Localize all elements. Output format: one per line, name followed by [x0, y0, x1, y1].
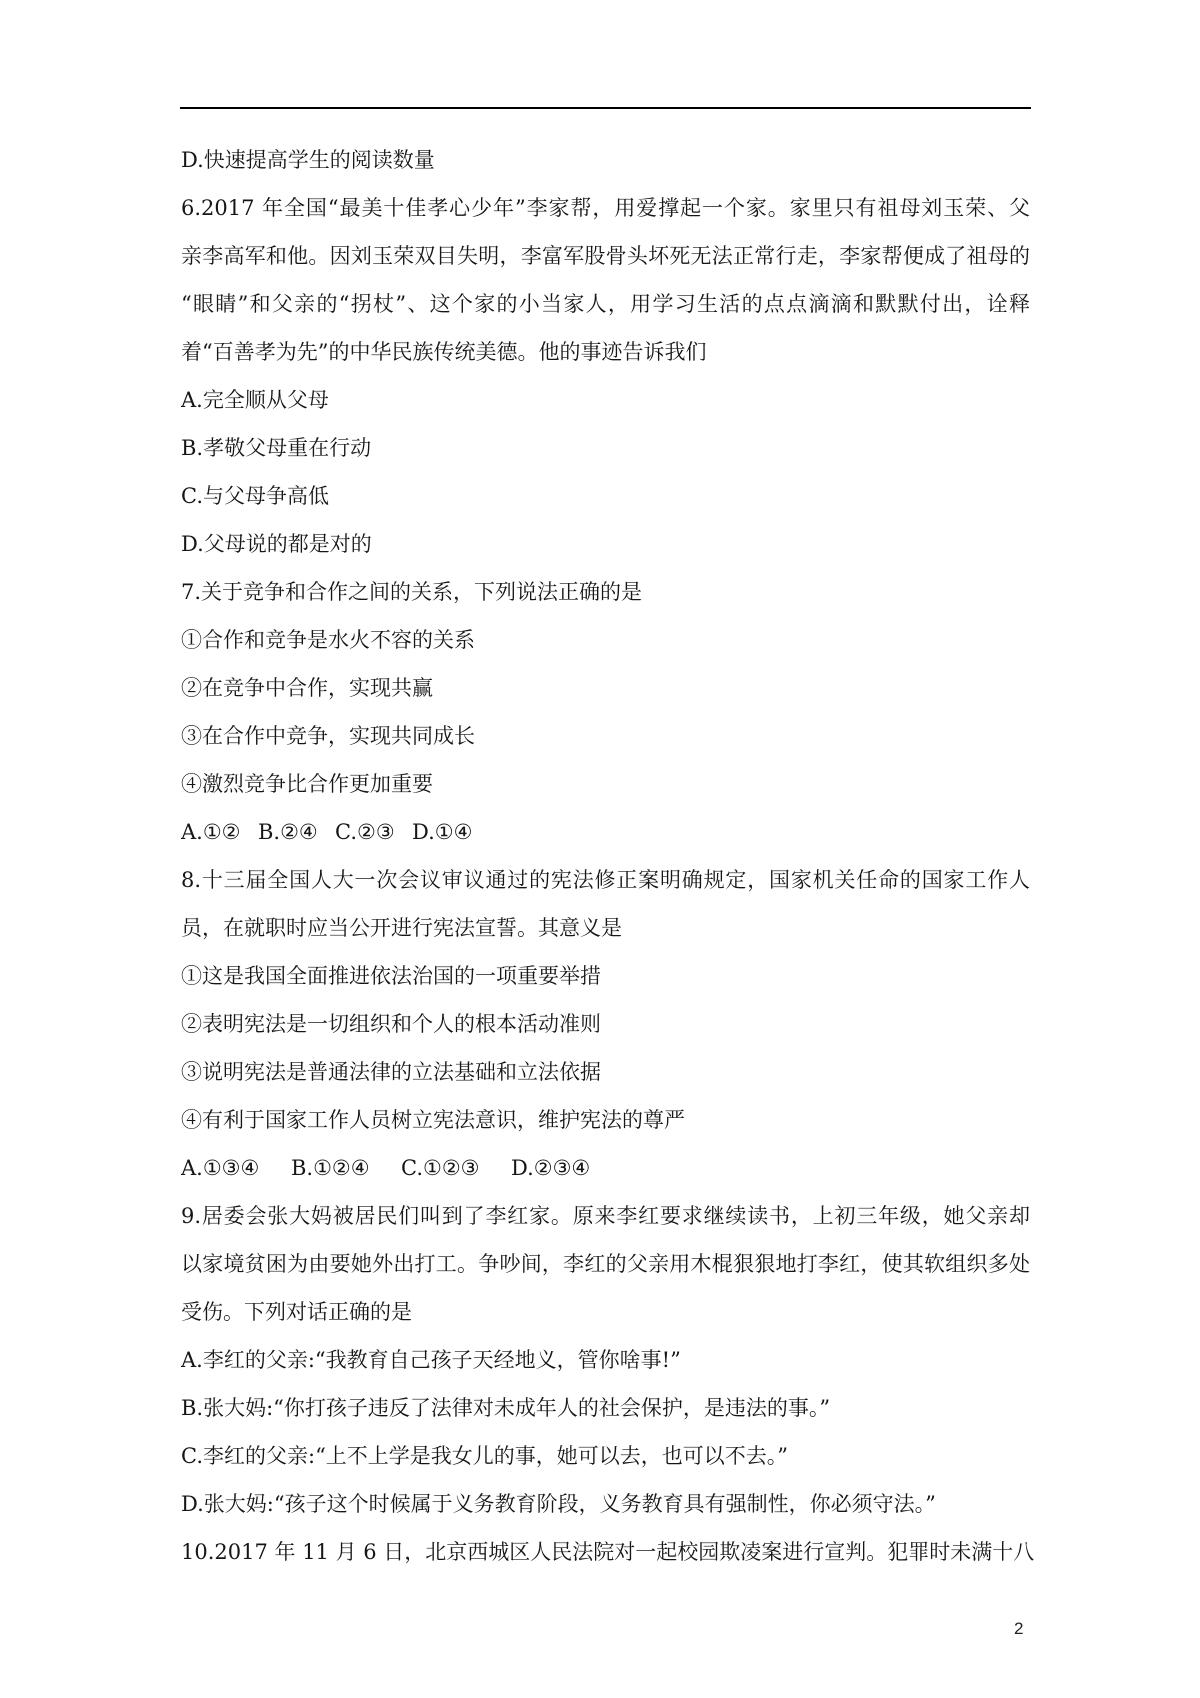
q9-option-b: B.张大妈:“你打孩子违反了法律对未成年人的社会保护，是违法的事。” [181, 1396, 831, 1420]
q9-option-a: A.李红的父亲:“我教育自己孩子天经地义，管你啥事!” [181, 1348, 681, 1372]
q8-choice-c: C.①②③ [401, 1156, 480, 1180]
q6-stem-line-4: 着“百善孝为先”的中华民族传统美德。他的事迹告诉我们 [181, 340, 707, 364]
q6-option-d: D.父母说的都是对的 [181, 532, 372, 556]
q7-choice-c: C.②③ [335, 820, 395, 844]
header-rule [180, 107, 1031, 109]
q7-statement-4: ④激烈竞争比合作更加重要 [181, 772, 433, 796]
q7-choice-b: B.②④ [258, 820, 318, 844]
q7-stem: 7.关于竞争和合作之间的关系，下列说法正确的是 [181, 580, 643, 604]
q9-stem-line-3: 受伤。下列对话正确的是 [181, 1300, 412, 1324]
q6-stem-line-1: 6.2017 年全国“最美十佳孝心少年”李家帮，用爱撑起一个家。家里只有祖母刘玉荣、父 [181, 196, 1030, 220]
q8-statement-4: ④有利于国家工作人员树立宪法意识，维护宪法的尊严 [181, 1108, 685, 1132]
q8-stem-line-1: 8.十三届全国人大一次会议审议通过的宪法修正案明确规定，国家机关任命的国家工作人 [181, 868, 1030, 892]
q7-choice-a: A.①② [181, 820, 241, 844]
q9-stem-line-2: 以家境贫困为由要她外出打工。争吵间，李红的父亲用木棍狠狠地打李红，使其软组织多处 [181, 1252, 1030, 1276]
q8-choice-d: D.②③④ [511, 1156, 591, 1180]
q9-option-c: C.李红的父亲:“上不上学是我女儿的事，她可以去，也可以不去。” [181, 1444, 789, 1468]
q8-choice-b: B.①②④ [291, 1156, 370, 1180]
q6-option-c: C.与父母争高低 [181, 484, 329, 508]
q5-option-d: D.快速提高学生的阅读数量 [181, 148, 435, 172]
q8-statement-1: ①这是我国全面推进依法治国的一项重要举措 [181, 964, 601, 988]
page-content [181, 136, 1035, 1576]
q7-statement-1: ①合作和竞争是水火不容的关系 [181, 628, 475, 652]
q7-statement-3: ③在合作中竞争，实现共同成长 [181, 724, 475, 748]
q8-statement-2: ②表明宪法是一切组织和个人的根本活动准则 [181, 1012, 601, 1036]
q6-stem-line-3: “眼睛”和父亲的“拐杖”、这个家的小当家人，用学习生活的点点滴滴和默默付出，诠释 [181, 292, 1030, 316]
q7-choice-d: D.①④ [412, 820, 473, 844]
q6-stem-line-2: 亲李高军和他。因刘玉荣双目失明，李富军股骨头坏死无法正常行走，李家帮便成了祖母的 [181, 244, 1030, 268]
page-number: 2 [1014, 1619, 1024, 1638]
q7-statement-2: ②在竞争中合作，实现共赢 [181, 676, 433, 700]
q10-stem-line-1: 10.2017 年 11 月 6 日，北京西城区人民法院对一起校园欺凌案进行宣判。犯罪时未满十八 [181, 1540, 1035, 1564]
q8-choice-a: A.①③④ [181, 1156, 260, 1180]
q8-statement-3: ③说明宪法是普通法律的立法基础和立法依据 [181, 1060, 601, 1084]
q9-stem-line-1: 9.居委会张大妈被居民们叫到了李红家。原来李红要求继续读书，上初三年级，她父亲却 [181, 1204, 1030, 1228]
q6-option-b: B.孝敬父母重在行动 [181, 436, 372, 460]
q8-choices [181, 1144, 1030, 1192]
q8-stem-line-2: 员，在就职时应当公开进行宪法宣誓。其意义是 [181, 916, 622, 940]
q7-choices [181, 808, 1030, 856]
q6-option-a: A.完全顺从父母 [181, 388, 329, 412]
q9-option-d: D.张大妈:“孩子这个时候属于义务教育阶段，义务教育具有强制性，你必须守法。” [181, 1492, 936, 1516]
